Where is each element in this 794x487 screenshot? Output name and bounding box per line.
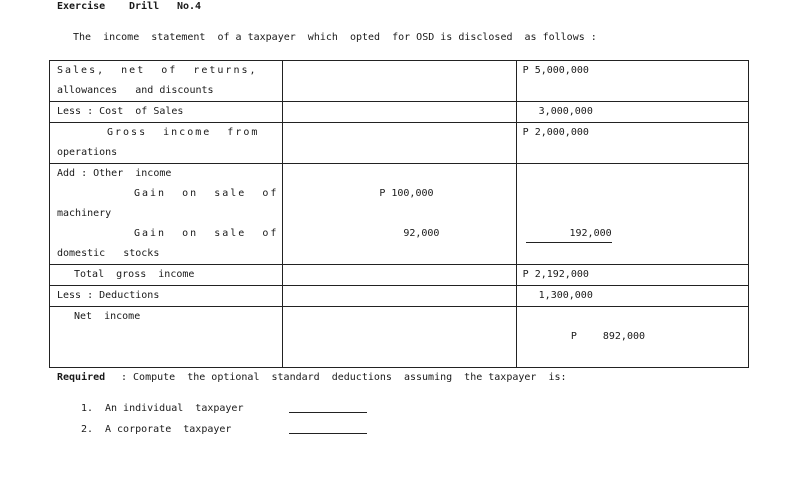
gain-stocks-line2: domestic stocks	[57, 248, 160, 259]
cost-label: Less : Cost of Sales	[57, 106, 184, 117]
table-row	[50, 123, 749, 164]
gross-amount: P 2,000,000	[522, 127, 589, 138]
table-row	[50, 307, 749, 368]
sales-amount: P 5,000,000	[522, 65, 589, 76]
gain-machinery-line2: machinery	[57, 208, 112, 219]
sales-label-line2: allowances and discounts	[57, 85, 214, 96]
intro-text: The income statement of a taxpayer which opted for OSD is disclosed as follows :	[73, 32, 597, 43]
required-item-1-number: 1.	[81, 403, 94, 414]
gain-machinery-amount: P 100,000	[379, 188, 434, 199]
drill-number: No.4	[177, 1, 202, 12]
total-gross-label: Total gross income	[74, 269, 195, 280]
income-statement-table	[49, 60, 749, 368]
table-row	[50, 265, 749, 286]
required-item-2-text: A corporate taxpayer	[105, 424, 232, 435]
exercise-label: Exercise	[57, 1, 106, 12]
gross-label-line1: Gross income from	[107, 127, 260, 138]
table-row	[50, 164, 749, 265]
required-item-2-number: 2.	[81, 424, 94, 435]
deductions-label: Less : Deductions	[57, 290, 160, 301]
total-gross-amount: P 2,192,000	[522, 269, 589, 280]
answer-blank-2[interactable]	[289, 424, 367, 434]
net-income-amount: 892,000	[602, 331, 646, 342]
gain-stocks-amount: 92,000	[403, 228, 440, 239]
deductions-amount: 1,300,000	[538, 290, 593, 301]
net-income-peso: P	[570, 331, 577, 342]
table-row	[50, 61, 749, 102]
gross-label-line2: operations	[57, 147, 118, 158]
answer-blank-1[interactable]	[289, 403, 367, 413]
required-text: : Compute the optional standard deductions assuming the taxpayer is:	[121, 372, 567, 383]
other-income-total: 192,000	[526, 225, 612, 243]
gain-machinery-line1: Gain on sale of	[134, 188, 279, 199]
other-income-label: Add : Other income	[57, 168, 172, 179]
net-income-label: Net income	[74, 311, 141, 322]
gain-stocks-line1: Gain on sale of	[134, 228, 279, 239]
drill-label: Drill	[129, 1, 160, 12]
table-row	[50, 102, 749, 123]
table-row	[50, 286, 749, 307]
cost-amount: 3,000,000	[538, 106, 593, 117]
required-label: Required	[57, 372, 106, 383]
required-item-1-text: An individual taxpayer	[105, 403, 244, 414]
sales-label-line1: Sales, net of returns,	[57, 65, 258, 76]
